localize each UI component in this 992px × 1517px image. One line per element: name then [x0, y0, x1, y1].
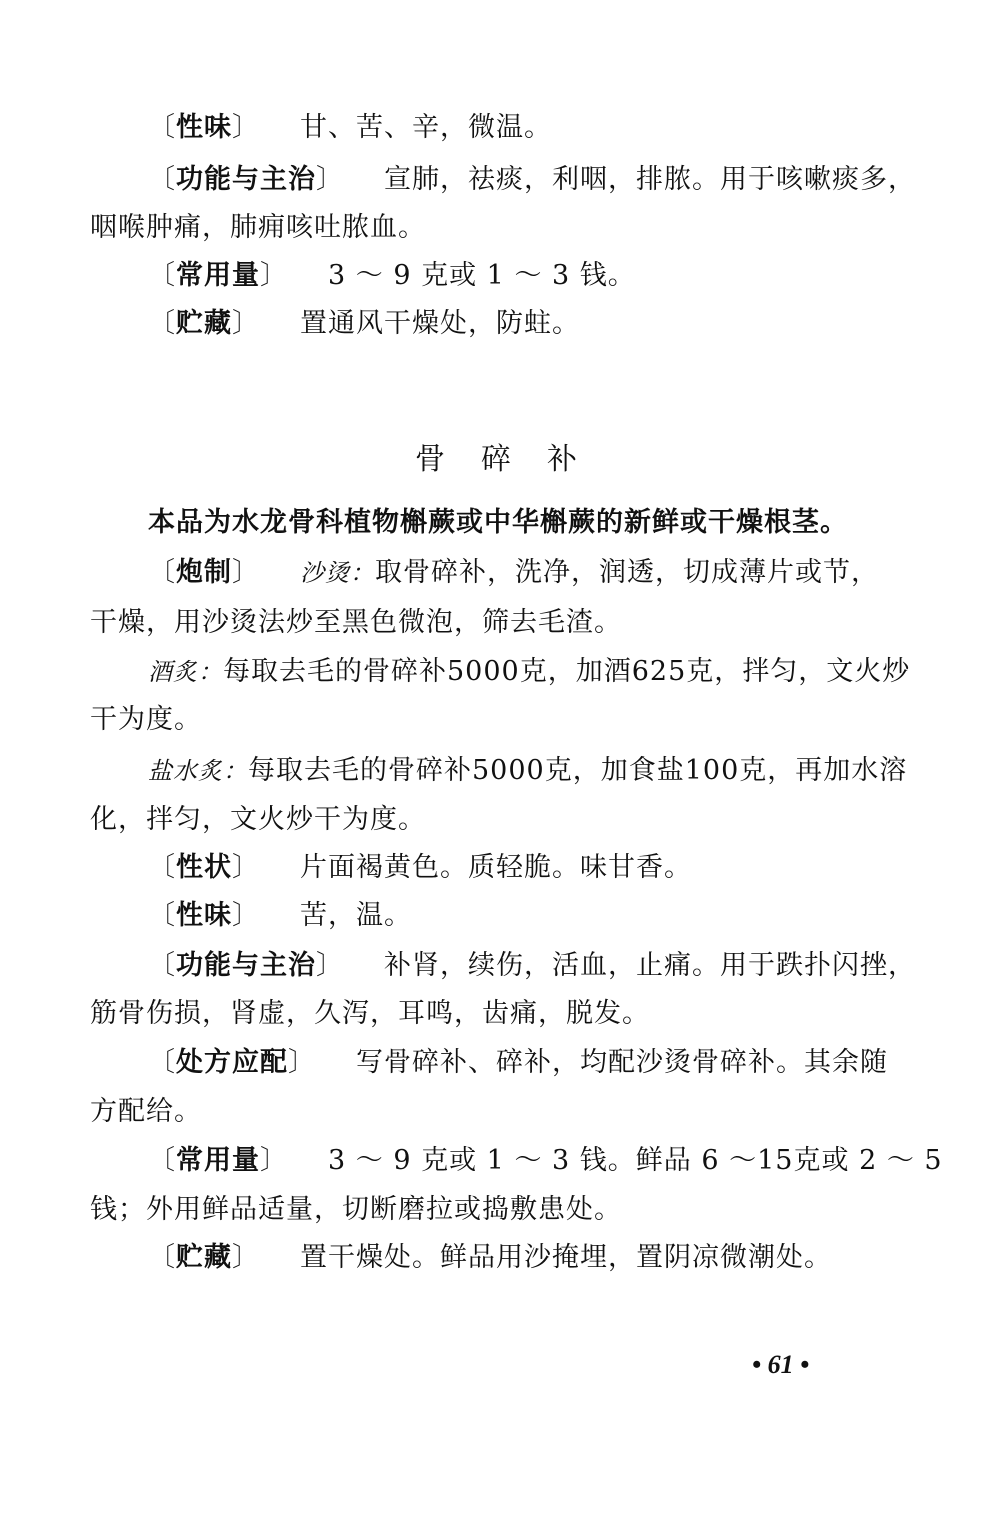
- paozhi-yanshuizhi: 盐水炙：每取去毛的骨碎补5000克，加食盐100克，再加水溶: [148, 755, 908, 786]
- entry-xingzhuang: 〔性状〕 片面褐黄色。质轻脆。味甘香。: [148, 852, 692, 883]
- entry-tag: 〔功能与主治〕: [148, 950, 344, 981]
- entry-tag: 〔贮藏〕: [148, 308, 260, 339]
- entry-gongneng-cont: 咽喉肿痛，肺痈咳吐脓血。: [90, 212, 426, 243]
- entry-tag: 〔常用量〕: [148, 1145, 288, 1176]
- entry-paozhi-cont: 干燥，用沙烫法炒至黑色微泡，筛去毛渣。: [90, 607, 622, 638]
- entry-zhucang-2: 〔贮藏〕 置干燥处。鲜品用沙掩埋，置阴凉微潮处。: [148, 1242, 832, 1273]
- entry-xingwei: 〔性味〕 甘、苦、辛，微温。: [148, 112, 552, 143]
- entry-paozhi: 〔炮制〕 沙烫：取骨碎补，洗净，润透，切成薄片或节，: [148, 557, 879, 588]
- entry-tag: 〔处方应配〕: [148, 1047, 316, 1078]
- entry-gongneng-2: 〔功能与主治〕 补肾，续伤，活血，止痛。用于跌扑闪挫，: [148, 950, 916, 981]
- entry-chufang: 〔处方应配〕 写骨碎补、碎补，均配沙烫骨碎补。其余随: [148, 1047, 888, 1078]
- entry-tag: 〔贮藏〕: [148, 1242, 260, 1273]
- entry-tag: 〔性味〕: [148, 112, 260, 143]
- entry-tag: 〔功能与主治〕: [148, 164, 344, 195]
- entry-tag: 〔性味〕: [148, 900, 260, 931]
- entry-changyong-2: 〔常用量〕 3 ～ 9 克或 1 ～ 3 钱。鲜品 6 ～15克或 2 ～ 5: [148, 1145, 943, 1176]
- entry-changyong-2-cont: 钱；外用鲜品适量，切断磨拉或捣敷患处。: [90, 1194, 622, 1225]
- section-title: 骨碎补: [415, 442, 613, 477]
- entry-gongneng: 〔功能与主治〕 宣肺，祛痰，利咽，排脓。用于咳嗽痰多，: [148, 164, 916, 195]
- paozhi-jiuzhi-cont: 干为度。: [90, 704, 202, 735]
- paozhi-yanshuizhi-cont: 化，拌匀，文火炒干为度。: [90, 804, 426, 835]
- entry-zhucang: 〔贮藏〕 置通风干燥处，防蛀。: [148, 308, 580, 339]
- paozhi-jiuzhi: 酒炙：每取去毛的骨碎补5000克，加酒625克，拌匀，文火炒: [148, 656, 911, 687]
- entry-changyong: 〔常用量〕 3 ～ 9 克或 1 ～ 3 钱。: [148, 260, 636, 291]
- entry-gongneng-2-cont: 筋骨伤损，肾虚，久泻，耳鸣，齿痛，脱发。: [90, 998, 650, 1029]
- entry-tag: 〔性状〕: [148, 852, 260, 883]
- page-number: • 61 •: [752, 1350, 810, 1379]
- entry-chufang-cont: 方配给。: [90, 1096, 202, 1127]
- entry-xingwei-2: 〔性味〕 苦，温。: [148, 900, 412, 931]
- entry-tag: 〔炮制〕: [148, 557, 260, 588]
- intro-paragraph: 本品为水龙骨科植物槲蕨或中华槲蕨的新鲜或干燥根茎。: [148, 507, 848, 538]
- entry-tag: 〔常用量〕: [148, 260, 288, 291]
